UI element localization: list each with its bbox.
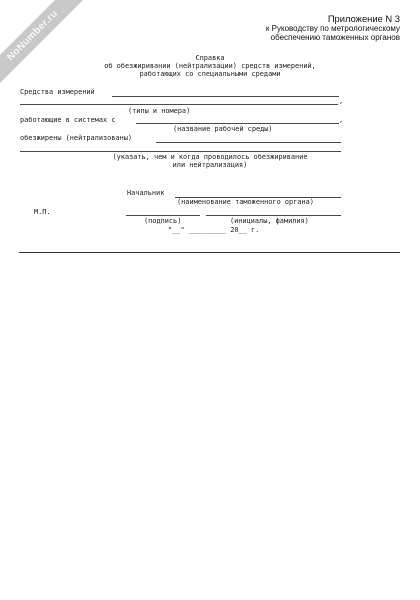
types-hint: (типы и номера) [128,107,191,115]
doc-subtitle: об обезжиривании (нейтрализации) средств измерений, [104,62,316,70]
bottom-divider [19,252,400,253]
organ-hint: (наименование таможенного органа) [177,198,314,206]
degreased-field[interactable] [156,142,341,143]
instruments-field[interactable] [112,96,339,97]
chief-label: Начальник [127,189,165,197]
degreased-label: обезжирены (нейтрализованы) [20,134,133,142]
comma: , [339,116,344,124]
stamp-mark: М.П. [34,208,51,216]
initials-hint: (инициалы, фамилия) [230,217,309,225]
indicate-hint-cont: или нейтрализация) [172,161,248,169]
medium-field[interactable] [136,123,339,124]
appendix-reference-cont: обеспечению таможенных органов [270,33,400,42]
watermark-ribbon: NoNumber.ru [0,0,93,96]
degreased-field-cont[interactable] [20,151,341,152]
date-line[interactable]: "__" _________ 20__ г. [168,226,260,234]
comma: , [339,97,344,105]
appendix-number: Приложение N 3 [327,13,400,24]
doc-subtitle-cont: работающих со специальными средами [139,70,281,78]
instruments-label: Средства измерений [20,88,95,96]
instruments-field-cont[interactable] [20,104,338,105]
doc-title: Справка [195,54,225,62]
signature-hint: (подпись) [144,217,182,225]
working-label: работающие в системах с [20,116,116,124]
initials-field[interactable] [206,215,341,216]
appendix-reference: к Руководству по метрологическому [265,24,400,33]
indicate-hint: (указать, чем и когда проводилось обезжиривание [112,153,308,161]
signature-field[interactable] [126,215,200,216]
medium-hint: (название рабочей среды) [173,125,273,133]
appendix-header [266,13,400,42]
